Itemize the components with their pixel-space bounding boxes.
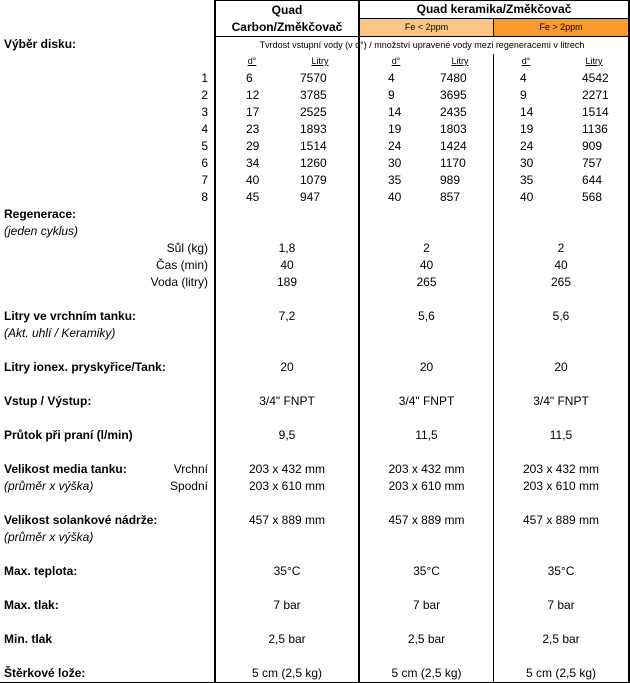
- media-upper-label: Vrchní: [173, 462, 208, 476]
- media-lower-label: Spodní: [169, 479, 208, 493]
- disc-number: 8: [201, 190, 208, 204]
- disc-col2-liters: 2435: [440, 105, 467, 119]
- maxpress-label: Max. tlak:: [4, 598, 59, 612]
- gravel-col3: 5 cm (2,5 kg): [525, 666, 597, 680]
- top-tank-col2: 5,6: [418, 309, 435, 323]
- disc-number: 3: [201, 105, 208, 119]
- flow-col3: 11,5: [549, 428, 573, 442]
- disc-col2-liters: 7480: [440, 71, 467, 85]
- grid-line-subheader: [214, 36, 630, 37]
- io-col1: 3/4" FNPT: [259, 394, 315, 408]
- disc-col3-hardness: 35: [520, 173, 534, 187]
- media-upper-col3: 203 x 432 mm: [522, 462, 600, 476]
- disc-col2-hardness: 24: [388, 139, 402, 153]
- maxpress-col2: 7 bar: [412, 598, 441, 612]
- resin-col2: 20: [419, 360, 434, 374]
- maxpress-col3: 7 bar: [547, 598, 575, 612]
- disc-col3-liters: 1136: [582, 122, 608, 136]
- disc-col2-hardness: 14: [388, 105, 402, 119]
- regen-time-col1: 40: [280, 258, 294, 272]
- disc-col1-hardness: 23: [246, 122, 260, 136]
- disc-col2-hardness: 35: [388, 173, 402, 187]
- disc-number: 7: [201, 173, 208, 187]
- media-upper-col1: 203 x 432 mm: [248, 462, 326, 476]
- disc-col2-hardness: 9: [388, 88, 395, 102]
- disc-col1-hardness: 45: [246, 190, 260, 204]
- minpress-col2: 2,5 bar: [407, 632, 446, 646]
- regen-water-col1: 189: [276, 275, 298, 289]
- disc-col2-liters: 3695: [440, 88, 467, 102]
- unit-d-col1: d°: [247, 56, 257, 66]
- media-note: (průměr x výška): [4, 479, 94, 493]
- gravel-col1: 5 cm (2,5 kg): [251, 666, 323, 680]
- grid-line-header: [358, 18, 630, 19]
- regen-salt-col3: 2: [557, 241, 565, 255]
- top-tank-label: Litry ve vrchním tanku:: [4, 309, 137, 323]
- media-upper-col2: 203 x 432 mm: [388, 462, 465, 476]
- disc-col1-liters: 7570: [300, 71, 327, 85]
- regen-time-col2: 40: [419, 258, 434, 272]
- unit-l-col3: Litry: [585, 56, 603, 66]
- maxtemp-label: Max. teplota:: [4, 564, 78, 578]
- media-lower-col1: 203 x 610 mm: [248, 479, 326, 493]
- fe-high-label: Fe > 2ppm: [539, 22, 583, 32]
- disc-col2-hardness: 40: [388, 190, 402, 204]
- minpress-col3: 2,5 bar: [542, 632, 580, 646]
- flow-col1: 9,5: [278, 428, 296, 442]
- regen-water-col2: 265: [416, 275, 437, 289]
- io-col3: 3/4" FNPT: [533, 394, 589, 408]
- grid-line-col1-right: [358, 0, 360, 683]
- disc-col2-liters: 1424: [440, 139, 467, 153]
- top-tank-note: (Akt. uhlí / Keramiky): [4, 326, 116, 340]
- minpress-label: Min. tlak: [4, 632, 53, 646]
- disc-col3-hardness: 19: [520, 122, 534, 136]
- regen-salt-col2: 2: [423, 241, 430, 255]
- disc-col1-liters: 1079: [300, 173, 327, 187]
- regen-note: (jeden cyklus): [4, 224, 79, 238]
- unit-l-col1: Litry: [311, 56, 329, 66]
- disc-col3-hardness: 4: [520, 71, 527, 85]
- brine-col3: 457 x 889 mm: [522, 513, 600, 527]
- disc-number: 6: [201, 156, 208, 170]
- disc-col1-liters: 1893: [300, 122, 327, 136]
- disc-col3-hardness: 9: [520, 88, 527, 102]
- minpress-col1: 2,5 bar: [268, 632, 306, 646]
- col1-title-line2: Carbon/Změkčovač: [231, 20, 343, 34]
- media-lower-col2: 203 x 610 mm: [388, 479, 465, 493]
- disc-col3-liters: 909: [582, 139, 603, 153]
- disc-number: 1: [201, 71, 208, 85]
- disc-number: 4: [201, 122, 208, 136]
- disc-col3-liters: 568: [582, 190, 603, 204]
- unit-l-col2: Litry: [451, 56, 469, 66]
- disc-col1-hardness: 29: [246, 139, 260, 153]
- table-subtitle: Tvrdost vstupní vody (v d°) / množství upravené vody mezi regeneracemi v litrech: [259, 40, 585, 50]
- regen-water-col3: 265: [550, 275, 572, 289]
- disc-col3-liters: 4542: [582, 71, 609, 85]
- brine-label: Velikost solankové nádrže:: [4, 513, 158, 527]
- disc-number: 5: [201, 139, 208, 153]
- top-tank-col1: 7,2: [278, 309, 296, 323]
- io-col2: 3/4" FNPT: [398, 394, 455, 408]
- regen-time-label: Čas (min): [155, 258, 208, 272]
- resin-label: Litry ionex. pryskyřice/Tank:: [4, 360, 166, 374]
- disc-col3-hardness: 24: [520, 139, 534, 153]
- disc-col1-hardness: 40: [246, 173, 260, 187]
- disc-col3-liters: 2271: [582, 88, 609, 102]
- maxtemp-col3: 35°C: [547, 564, 575, 578]
- disc-col1-hardness: 17: [246, 105, 260, 119]
- unit-d-col2: d°: [391, 56, 401, 66]
- brine-col1: 457 x 889 mm: [248, 513, 326, 527]
- disc-col2-liters: 1170: [440, 156, 466, 170]
- resin-col1: 20: [280, 360, 294, 374]
- regen-water-label: Voda (litry): [150, 275, 208, 289]
- col2-title: Quad keramika/Změkčovač: [416, 2, 572, 16]
- unit-d-col3: d°: [521, 56, 531, 66]
- flow-label: Průtok při praní (l/min): [4, 428, 133, 442]
- disc-label: Výběr disku:: [4, 37, 77, 51]
- io-label: Vstup / Výstup:: [4, 394, 92, 408]
- disc-col1-hardness: 34: [246, 156, 260, 170]
- disc-col1-liters: 1260: [300, 156, 327, 170]
- disc-col3-liters: 757: [582, 156, 603, 170]
- disc-col2-liters: 989: [440, 173, 461, 187]
- media-label: Velikost media tanku:: [4, 462, 127, 476]
- disc-col1-hardness: 6: [246, 71, 253, 85]
- flow-col2: 11,5: [415, 428, 438, 442]
- disc-col3-liters: 644: [582, 173, 603, 187]
- disc-col1-liters: 1514: [300, 139, 327, 153]
- disc-col2-hardness: 4: [388, 71, 395, 85]
- regen-salt-label: Sůl (kg): [166, 241, 208, 255]
- grid-line-col1-left: [214, 0, 216, 683]
- maxpress-col1: 7 bar: [273, 598, 301, 612]
- regen-time-col3: 40: [554, 258, 568, 272]
- disc-number: 2: [201, 88, 208, 102]
- gravel-label: Štěrkové lože:: [4, 666, 86, 680]
- disc-col2-hardness: 30: [388, 156, 402, 170]
- disc-col3-hardness: 40: [520, 190, 534, 204]
- regen-salt-col1: 1,8: [278, 241, 296, 255]
- disc-col2-liters: 857: [440, 190, 461, 204]
- disc-col1-liters: 2525: [300, 105, 327, 119]
- disc-col1-liters: 3785: [300, 88, 327, 102]
- media-lower-col3: 203 x 610 mm: [522, 479, 600, 493]
- maxtemp-col1: 35°C: [273, 564, 301, 578]
- col1-title-line1: Quad: [271, 3, 303, 17]
- maxtemp-col2: 35°C: [413, 564, 440, 578]
- disc-col1-liters: 947: [300, 190, 321, 204]
- disc-col3-hardness: 30: [520, 156, 534, 170]
- top-tank-col3: 5,6: [552, 309, 570, 323]
- disc-col1-hardness: 12: [246, 88, 260, 102]
- fe-low-label: Fe < 2ppm: [404, 22, 449, 32]
- resin-col3: 20: [554, 360, 568, 374]
- gravel-col2: 5 cm (2,5 kg): [391, 666, 462, 680]
- disc-col3-hardness: 14: [520, 105, 534, 119]
- brine-col2: 457 x 889 mm: [388, 513, 465, 527]
- brine-note: (průměr x výška): [4, 530, 94, 544]
- regen-label: Regenerace:: [4, 207, 77, 221]
- disc-col3-liters: 1514: [582, 105, 609, 119]
- disc-col2-liters: 1803: [440, 122, 467, 136]
- disc-col2-hardness: 19: [388, 122, 402, 136]
